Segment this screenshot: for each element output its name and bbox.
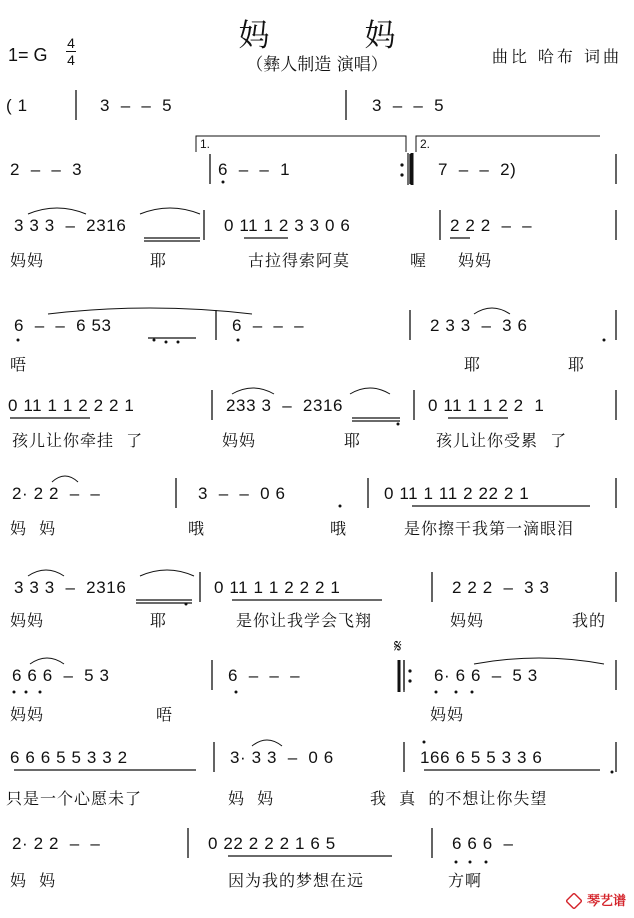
lyric-text: 妈 妈: [10, 871, 57, 890]
slur-arc: [28, 208, 86, 214]
octave-dot: [455, 861, 458, 864]
lyric-text: 耶: [568, 355, 586, 374]
note-group: 0 11 1 1 2 2 2 1: [8, 396, 135, 415]
slur-arc: [232, 388, 274, 394]
note-group: 6 – – 6 53: [14, 316, 112, 335]
note-group: 2 – – 3: [10, 160, 83, 179]
octave-dot: [235, 691, 238, 694]
slur-arc: [474, 658, 604, 664]
note-group: 2 3 3 – 3 6: [430, 316, 528, 335]
note-group: 6 – – 1: [218, 160, 291, 179]
slur-arc: [52, 476, 78, 482]
note-group: 2 2 2 – 3 3: [452, 578, 550, 597]
note-group: 166 6 5 5 3 3 6: [420, 748, 543, 767]
octave-dot: [455, 691, 458, 694]
lyric-text: 妈妈: [458, 251, 493, 270]
octave-dot: [423, 741, 426, 744]
slur-arc: [30, 658, 64, 664]
meter-bottom: 4: [67, 52, 75, 68]
octave-dot: [471, 691, 474, 694]
lyric-text: 妈妈: [450, 611, 485, 630]
octave-dot: [603, 339, 606, 342]
volta-1-bracket: [196, 136, 406, 152]
octave-dot: [177, 341, 180, 344]
slur-arc: [350, 388, 390, 394]
lyric-text: 耶: [150, 251, 168, 270]
note-group: 0 11 1 1 2 2 2 1: [214, 578, 341, 597]
note-group: 6 – – –: [228, 666, 301, 685]
note-group: 0 22 2 2 2 1 6 5: [208, 834, 336, 853]
segno-sign: 𝄋: [394, 636, 402, 657]
repeat-dot: [400, 163, 403, 166]
note-group: ( 1: [6, 96, 28, 115]
lyric-text: 我 真 的不想让你失望: [370, 789, 548, 808]
lyric-text: 哦: [188, 519, 206, 538]
lyric-text: 古拉得索阿莫: [248, 251, 351, 270]
lyric-text: 孩儿让你受累 了: [436, 431, 568, 450]
lyric-text: 喔: [410, 251, 428, 270]
slur-arc: [48, 308, 252, 314]
lyric-text: 妈妈: [222, 431, 257, 450]
note-group: 3· 3 3 – 0 6: [230, 748, 334, 767]
repeat-dot: [400, 173, 403, 176]
lyric-text: 只是一个心愿未了: [6, 789, 143, 808]
note-group: 3 3 3 – 2316: [14, 578, 127, 597]
octave-dot: [469, 861, 472, 864]
repeat-dot: [408, 679, 411, 682]
lyric-text: 唔: [156, 705, 174, 724]
lyric-text: 妈妈: [10, 611, 45, 630]
octave-dot: [153, 339, 156, 342]
watermark-logo: [565, 890, 626, 911]
slur-arc: [140, 208, 200, 214]
note-group: 6 6 6 –: [452, 834, 514, 853]
slur-arc: [28, 570, 64, 576]
lyric-text: 哦: [330, 519, 348, 538]
note-group: 2· 2 2 – –: [12, 834, 101, 853]
song-subtitle: （彝人制造 演唱）: [246, 55, 388, 75]
lyric-text: 妈妈: [10, 705, 45, 724]
lyric-text: 耶: [344, 431, 362, 450]
key-signature: 1= G: [8, 45, 48, 65]
lyric-text: 妈妈: [430, 705, 465, 724]
slur-arc: [252, 740, 282, 746]
octave-dot: [397, 423, 400, 426]
volta-1-label: 1.: [200, 137, 211, 151]
song-title: 妈 妈: [238, 18, 428, 54]
lyric-text: 是你让我学会飞翔: [236, 611, 373, 630]
slur-arc: [140, 570, 194, 576]
note-group: 233 3 – 2316: [226, 396, 344, 415]
note-group: 2 2 2 – –: [450, 216, 533, 235]
lyric-text: 妈 妈: [10, 519, 57, 538]
logo-mark-icon: [565, 892, 583, 910]
octave-dot: [185, 603, 188, 606]
lyric-text: 因为我的梦想在远: [228, 871, 365, 890]
lyric-text: 唔: [10, 355, 28, 374]
lyric-text: 妈妈: [10, 251, 45, 270]
lyric-text: 孩儿让你牵挂 了: [12, 431, 144, 450]
octave-dot: [485, 861, 488, 864]
note-group: 0 11 1 1 2 2 1: [428, 396, 545, 415]
volta-2-label: 2.: [420, 137, 431, 151]
note-group: 3 – – 5: [100, 96, 173, 115]
octave-dot: [222, 181, 225, 184]
note-group: 2· 2 2 – –: [12, 484, 101, 503]
lyric-text: 耶: [150, 611, 168, 630]
note-group: 3 3 3 – 2316: [14, 216, 127, 235]
octave-dot: [17, 339, 20, 342]
repeat-dot: [408, 669, 411, 672]
octave-dot: [25, 691, 28, 694]
octave-dot: [339, 505, 342, 508]
lyric-text: 我的: [572, 611, 607, 630]
octave-dot: [13, 691, 16, 694]
octave-dot: [611, 771, 614, 774]
note-group: 6 6 6 5 5 3 3 2: [10, 748, 128, 767]
note-group: 3 – – 0 6: [198, 484, 286, 503]
octave-dot: [237, 339, 240, 342]
note-group: 3 – – 5: [372, 96, 445, 115]
octave-dot: [39, 691, 42, 694]
note-group: 0 11 1 11 2 22 2 1: [384, 484, 530, 503]
note-group: 7 – – 2): [438, 160, 517, 179]
note-group: 6· 6 6 – 5 3: [434, 666, 538, 685]
octave-dot: [435, 691, 438, 694]
volta-2-bracket: [416, 136, 600, 152]
lyric-text: 妈 妈: [228, 789, 275, 808]
slur-arc: [474, 308, 510, 314]
note-group: 0 11 1 2 3 3 0 6: [224, 216, 351, 235]
lyric-text: 是你擦干我第一滴眼泪: [404, 519, 575, 538]
lyric-text: 方啊: [448, 871, 483, 890]
watermark-text: 琴艺谱: [586, 893, 626, 909]
octave-dot: [165, 341, 168, 344]
note-group: 6 – – –: [232, 316, 305, 335]
meter-top: 4: [67, 35, 75, 51]
note-group: 6 6 6 – 5 3: [12, 666, 110, 685]
lyric-text: 耶: [464, 355, 482, 374]
credits: 曲比 哈布 词曲: [491, 47, 622, 66]
